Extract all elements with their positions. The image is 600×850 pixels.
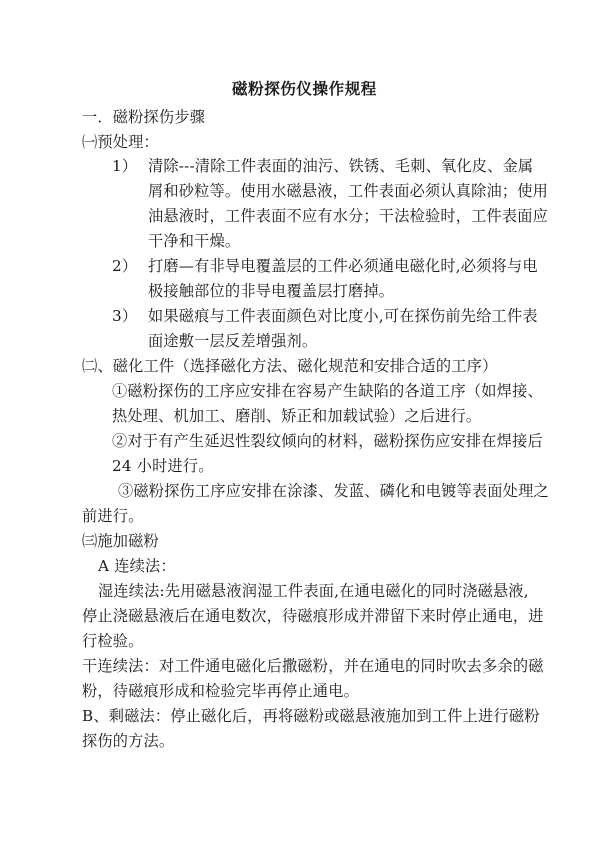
paragraph-line: 干连续法：对工件通电磁化后撒磁粉，并在通电的同时吹去多余的磁 — [82, 657, 544, 675]
paragraph-line: ③磁粉探伤工序应安排在涂漆、发蓝、磷化和电镀等表面处理之 — [118, 482, 549, 500]
paragraph-line: B、剩磁法：停止磁化后，再将磁粉或磁悬液施加到工件上进行磁粉 — [82, 707, 540, 725]
paragraph-line: 热处理、机加工、磨削、矫正和加载试验）之后进行。 — [112, 407, 482, 425]
paragraph-line: 探伤的方法。 — [82, 732, 175, 750]
paragraph-line: 油悬液时，工件表面不应有水分；干法检验时，工件表面应 — [148, 207, 549, 225]
subsection-heading-pretreatment: ㈠预处理： — [82, 133, 159, 151]
paragraph-line: 打磨—有非导电覆盖层的工件必须通电磁化时,必须将与电 — [148, 257, 538, 275]
paragraph-line: 湿连续法:先用磁悬液润湿工件表面,在通电磁化的同时浇磁悬液, — [98, 582, 529, 600]
page-title: 磁粉探伤仪操作规程 — [232, 79, 377, 98]
section-heading-steps: 一．磁粉探伤步骤 — [82, 108, 206, 126]
paragraph-line: 停止浇磁悬液后在通电数次，待磁痕形成并滞留下来时停止通电，进 — [82, 607, 544, 625]
paragraph-line: 清除---清除工件表面的油污、铁锈、毛刺、氧化皮、金属 — [148, 157, 534, 175]
item-number: 1） — [112, 157, 138, 175]
item-number: 3） — [112, 307, 138, 325]
paragraph-line: 屑和砂粒等。使用水磁悬液，工件表面必须认真除油；使用 — [148, 182, 549, 200]
paragraph-line: 24 小时进行。 — [112, 457, 214, 475]
paragraph-line: 如果磁痕与工件表面颜色对比度小,可在探伤前先给工件表 — [148, 307, 538, 325]
paragraph-line: ①磁粉探伤的工序应安排在容易产生缺陷的各道工序（如焊接、 — [112, 382, 543, 400]
subsection-heading-apply: ㈢施加磁粉 — [82, 532, 159, 550]
paragraph-line: 干净和干燥。 — [148, 232, 241, 250]
paragraph-line: ②对于有产生延迟性裂纹倾向的材料，磁粉探伤应安排在焊接后 — [112, 432, 543, 450]
method-heading-continuous: A 连续法： — [98, 557, 176, 575]
paragraph-line: 前进行。 — [82, 507, 144, 525]
paragraph-line: 极接触部位的非导电覆盖层打磨掉。 — [148, 282, 395, 300]
item-number: 2） — [112, 257, 138, 275]
subsection-heading-magnetize: ㈡、磁化工件（选择磁化方法、磁化规范和安排合适的工序） — [82, 357, 498, 375]
paragraph-line: 面途敷一层反差增强剂。 — [148, 332, 318, 350]
paragraph-line: 行检验。 — [82, 632, 144, 650]
paragraph-line: 粉，待磁痕形成和检验完毕再停止通电。 — [82, 682, 359, 700]
